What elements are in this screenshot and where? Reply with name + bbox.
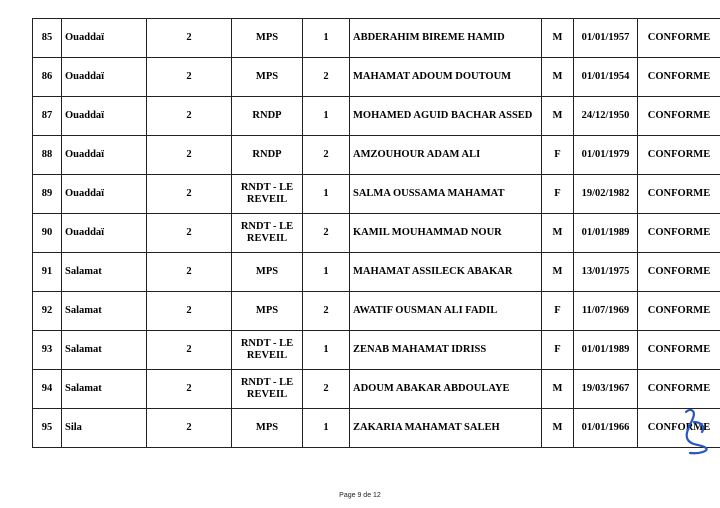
birth-date: 01/01/1989 bbox=[574, 214, 638, 253]
table-row bbox=[33, 370, 720, 409]
list-rank: 2 bbox=[303, 58, 350, 97]
seats-count: 2 bbox=[147, 97, 232, 136]
seats-count: 2 bbox=[147, 370, 232, 409]
status: CONFORME bbox=[638, 370, 720, 409]
region-name: Ouaddaï bbox=[62, 136, 147, 175]
seats-count: 2 bbox=[147, 175, 232, 214]
region-name: Salamat bbox=[62, 292, 147, 331]
row-number: 89 bbox=[33, 175, 62, 214]
region-name: Salamat bbox=[62, 253, 147, 292]
birth-date: 01/01/1957 bbox=[574, 19, 638, 58]
party-name: RNDT - LE REVEIL bbox=[232, 214, 303, 253]
seats-count: 2 bbox=[147, 253, 232, 292]
birth-date: 13/01/1975 bbox=[574, 253, 638, 292]
row-number: 86 bbox=[33, 58, 62, 97]
candidate-name: MAHAMAT ADOUM DOUTOUM bbox=[350, 58, 542, 97]
party-name: RNDP bbox=[232, 97, 303, 136]
row-number: 91 bbox=[33, 253, 62, 292]
region-name: Ouaddaï bbox=[62, 58, 147, 97]
row-number: 92 bbox=[33, 292, 62, 331]
table-row bbox=[33, 253, 720, 292]
candidate-name: KAMIL MOUHAMMAD NOUR bbox=[350, 214, 542, 253]
seats-count: 2 bbox=[147, 292, 232, 331]
party-name: MPS bbox=[232, 253, 303, 292]
row-number: 85 bbox=[33, 19, 62, 58]
table-row bbox=[33, 175, 720, 214]
status: CONFORME bbox=[638, 19, 720, 58]
row-number: 94 bbox=[33, 370, 62, 409]
birth-date: 01/01/1966 bbox=[574, 409, 638, 448]
sex: M bbox=[542, 409, 574, 448]
sex: F bbox=[542, 292, 574, 331]
region-name: Ouaddaï bbox=[62, 19, 147, 58]
party-name: MPS bbox=[232, 58, 303, 97]
status: CONFORME bbox=[638, 253, 720, 292]
candidates-table bbox=[32, 18, 720, 448]
sex: F bbox=[542, 331, 574, 370]
table-row bbox=[33, 292, 720, 331]
list-rank: 1 bbox=[303, 331, 350, 370]
party-name: RNDT - LE REVEIL bbox=[232, 175, 303, 214]
candidate-name: MOHAMED AGUID BACHAR ASSED bbox=[350, 97, 542, 136]
list-rank: 1 bbox=[303, 97, 350, 136]
birth-date: 24/12/1950 bbox=[574, 97, 638, 136]
sex: M bbox=[542, 58, 574, 97]
page-number: Page 9 de 12 bbox=[339, 492, 381, 499]
status: CONFORME bbox=[638, 214, 720, 253]
region-name: Salamat bbox=[62, 331, 147, 370]
birth-date: 01/01/1954 bbox=[574, 58, 638, 97]
seats-count: 2 bbox=[147, 409, 232, 448]
table-row bbox=[33, 136, 720, 175]
candidate-name: SALMA OUSSAMA MAHAMAT bbox=[350, 175, 542, 214]
list-rank: 1 bbox=[303, 253, 350, 292]
birth-date: 19/03/1967 bbox=[574, 370, 638, 409]
table-row bbox=[33, 214, 720, 253]
region-name: Sila bbox=[62, 409, 147, 448]
signature-stroke bbox=[686, 410, 707, 453]
party-name: RNDP bbox=[232, 136, 303, 175]
seats-count: 2 bbox=[147, 136, 232, 175]
party-name: RNDT - LE REVEIL bbox=[232, 331, 303, 370]
table-row bbox=[33, 409, 720, 448]
party-name: MPS bbox=[232, 292, 303, 331]
sex: M bbox=[542, 19, 574, 58]
list-rank: 2 bbox=[303, 136, 350, 175]
candidate-name: MAHAMAT ASSILECK ABAKAR bbox=[350, 253, 542, 292]
candidate-name: ADOUM ABAKAR ABDOULAYE bbox=[350, 370, 542, 409]
party-name: MPS bbox=[232, 409, 303, 448]
sex: F bbox=[542, 175, 574, 214]
seats-count: 2 bbox=[147, 214, 232, 253]
sex: F bbox=[542, 136, 574, 175]
sex: M bbox=[542, 253, 574, 292]
status: CONFORME bbox=[638, 331, 720, 370]
list-rank: 1 bbox=[303, 19, 350, 58]
region-name: Ouaddaï bbox=[62, 214, 147, 253]
row-number: 87 bbox=[33, 97, 62, 136]
row-number: 95 bbox=[33, 409, 62, 448]
region-name: Salamat bbox=[62, 370, 147, 409]
sex: M bbox=[542, 370, 574, 409]
row-number: 93 bbox=[33, 331, 62, 370]
row-number: 90 bbox=[33, 214, 62, 253]
candidate-name: AWATIF OUSMAN ALI FADIL bbox=[350, 292, 542, 331]
birth-date: 01/01/1989 bbox=[574, 331, 638, 370]
status: CONFORME bbox=[638, 97, 720, 136]
birth-date: 01/01/1979 bbox=[574, 136, 638, 175]
sex: M bbox=[542, 97, 574, 136]
list-rank: 1 bbox=[303, 175, 350, 214]
region-name: Ouaddaï bbox=[62, 175, 147, 214]
party-name: MPS bbox=[232, 19, 303, 58]
table-row bbox=[33, 97, 720, 136]
table-body bbox=[33, 19, 720, 448]
status: CONFORME bbox=[638, 175, 720, 214]
party-name: RNDT - LE REVEIL bbox=[232, 370, 303, 409]
row-number: 88 bbox=[33, 136, 62, 175]
handwritten-signature bbox=[676, 404, 716, 456]
status: CONFORME bbox=[638, 58, 720, 97]
candidate-name: ZAKARIA MAHAMAT SALEH bbox=[350, 409, 542, 448]
list-rank: 2 bbox=[303, 370, 350, 409]
status: CONFORME bbox=[638, 409, 720, 448]
birth-date: 11/07/1969 bbox=[574, 292, 638, 331]
list-rank: 2 bbox=[303, 292, 350, 331]
status: CONFORME bbox=[638, 292, 720, 331]
status: CONFORME bbox=[638, 136, 720, 175]
list-rank: 1 bbox=[303, 409, 350, 448]
seats-count: 2 bbox=[147, 331, 232, 370]
candidate-name: ABDERAHIM BIREME HAMID bbox=[350, 19, 542, 58]
table-row bbox=[33, 58, 720, 97]
sex: M bbox=[542, 214, 574, 253]
table-row bbox=[33, 331, 720, 370]
page-footer bbox=[0, 492, 720, 499]
seats-count: 2 bbox=[147, 19, 232, 58]
table-row bbox=[33, 19, 720, 58]
birth-date: 19/02/1982 bbox=[574, 175, 638, 214]
region-name: Ouaddaï bbox=[62, 97, 147, 136]
list-rank: 2 bbox=[303, 214, 350, 253]
candidate-name: ZENAB MAHAMAT IDRISS bbox=[350, 331, 542, 370]
seats-count: 2 bbox=[147, 58, 232, 97]
candidate-name: AMZOUHOUR ADAM ALI bbox=[350, 136, 542, 175]
